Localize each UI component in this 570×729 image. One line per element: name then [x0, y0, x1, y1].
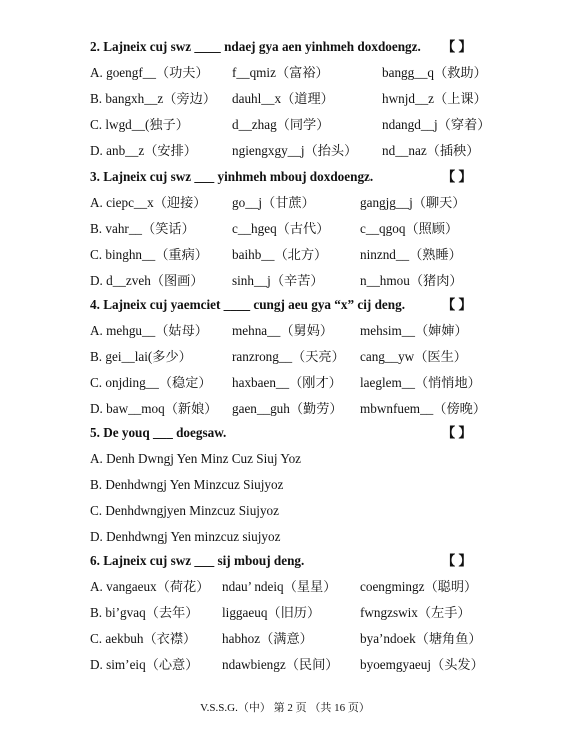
option-text: gangjg__j（聊天） — [360, 195, 466, 210]
option-text: go__j（甘蔗） — [232, 195, 315, 210]
option-text: fwngzswix（左手） — [360, 605, 471, 620]
question-5-option-a — [0, 448, 570, 470]
option-text: ndangd__j（穿着） — [382, 117, 491, 132]
question-2-title-row — [0, 36, 570, 58]
option-text: hwnjd__z（上课） — [382, 91, 487, 106]
option-text: byoemgyaeuj（头发） — [360, 657, 484, 672]
question-6-row-d — [0, 654, 570, 676]
question-4-title-row — [0, 294, 570, 316]
option-text: n__hmou（猪肉） — [360, 273, 463, 288]
question-6-title-row — [0, 550, 570, 572]
page-footer: V.S.S.G.（中） 第 2 页 （共 16 页） — [200, 702, 370, 714]
answer-bracket-q2: 【 】 — [442, 39, 472, 54]
option-text: ndau’ ndeiq（星星） — [222, 579, 337, 594]
question-3-title: 3. Lajneix cuj swz ___ yinhmeh mbouj doxdoengz. — [90, 169, 374, 184]
question-2-row-d — [0, 140, 570, 162]
question-6-row-c — [0, 628, 570, 650]
question-3-title-row — [0, 166, 570, 188]
question-3-row-a — [0, 192, 570, 214]
option-text: f__qmiz（富裕） — [232, 65, 329, 80]
option-text: mehsim__（婶婶） — [360, 323, 468, 338]
question-5-title-row — [0, 422, 570, 444]
answer-bracket-q6: 【 】 — [442, 553, 472, 568]
option-text: habhoz（满意） — [222, 631, 313, 646]
question-5-option-c — [0, 500, 570, 522]
option-text: C. binghn__（重病） — [90, 247, 208, 262]
option-text: cang__yw（医生） — [360, 349, 467, 364]
option-text: coengmingz（聪明） — [360, 579, 478, 594]
option-text: B. Denhdwngj Yen Minzcuz Siujyoz — [90, 477, 284, 492]
option-text: A. mehgu__（姑母） — [90, 323, 208, 338]
option-text: liggaeuq（旧历） — [222, 605, 321, 620]
question-4-row-b — [0, 346, 570, 368]
question-2-row-a — [0, 62, 570, 84]
question-5-option-b — [0, 474, 570, 496]
option-text: D. sim’eiq（心意） — [90, 657, 199, 672]
option-text: gaen__guh（勤劳） — [232, 401, 343, 416]
answer-bracket-q4: 【 】 — [442, 297, 472, 312]
option-text: C. Denhdwngjyen Minzcuz Siujyoz — [90, 503, 279, 518]
question-4-row-d — [0, 398, 570, 420]
option-text: laeglem__（悄悄地） — [360, 375, 481, 390]
option-text: mehna__（舅妈） — [232, 323, 334, 338]
option-text: dauhl__x（道理） — [232, 91, 334, 106]
option-text: B. gei__lai(多少） — [90, 349, 192, 364]
question-5-option-d — [0, 526, 570, 548]
option-text: C. aekbuh（衣襟） — [90, 631, 197, 646]
option-text: C. onjding__（稳定） — [90, 375, 212, 390]
answer-bracket-q3: 【 】 — [442, 169, 472, 184]
option-text: D. baw__moq（新娘） — [90, 401, 218, 416]
question-2-row-b — [0, 88, 570, 110]
option-text: nd__naz（插秧） — [382, 143, 480, 158]
option-text: A. vangaeux（荷花） — [90, 579, 210, 594]
question-3-row-d — [0, 270, 570, 292]
question-6-row-b — [0, 602, 570, 624]
option-text: bangg__q（救助） — [382, 65, 487, 80]
question-4-row-c — [0, 372, 570, 394]
question-6-row-a — [0, 576, 570, 598]
option-text: sinh__j（辛苦） — [232, 273, 324, 288]
option-text: D. anb__z（安排） — [90, 143, 197, 158]
question-5-title: 5. De youq ___ doegsaw. — [90, 425, 227, 440]
option-text: haxbaen__（刚才） — [232, 375, 342, 390]
option-text: bya’ndoek（塘角鱼） — [360, 631, 482, 646]
question-4-row-a — [0, 320, 570, 342]
option-text: c__qgoq（照顾） — [360, 221, 459, 236]
question-3-row-b — [0, 218, 570, 240]
option-text: D. Denhdwngj Yen minzcuz siujyoz — [90, 529, 281, 544]
question-2-title: 2. Lajneix cuj swz ____ ndaej gya aen yinhmeh doxdoengz. — [90, 39, 421, 54]
option-text: A. ciepc__x（迎接） — [90, 195, 207, 210]
option-text: D. d__zveh（图画） — [90, 273, 204, 288]
option-text: ranzrong__（天亮） — [232, 349, 345, 364]
question-3-row-c — [0, 244, 570, 266]
option-text: c__hgeq（古代） — [232, 221, 330, 236]
question-4-title: 4. Lajneix cuj yaemciet ____ cungj aeu gya “x” cij deng. — [90, 297, 405, 312]
answer-bracket-q5: 【 】 — [442, 425, 472, 440]
option-text: C. lwgd__(独子） — [90, 117, 189, 132]
option-text: B. vahr__（笑话） — [90, 221, 195, 236]
option-text: mbwnfuem__（傍晚） — [360, 401, 487, 416]
option-text: B. bangxh__z（旁边） — [90, 91, 217, 106]
question-6-title: 6. Lajneix cuj swz ___ sij mbouj deng. — [90, 553, 305, 568]
option-text: baihb__（北方） — [232, 247, 328, 262]
question-2-row-c — [0, 114, 570, 136]
option-text: ndawbiengz（民间） — [222, 657, 339, 672]
option-text: B. bi’gvaq（去年） — [90, 605, 199, 620]
option-text: A. Denh Dwngj Yen Minz Cuz Siuj Yoz — [90, 451, 302, 466]
option-text: A. goengf__（功夫） — [90, 65, 209, 80]
option-text: ngiengxgy__j（抬头） — [232, 143, 358, 158]
option-text: ninznd__（熟睡） — [360, 247, 462, 262]
option-text: d__zhag（同学） — [232, 117, 330, 132]
